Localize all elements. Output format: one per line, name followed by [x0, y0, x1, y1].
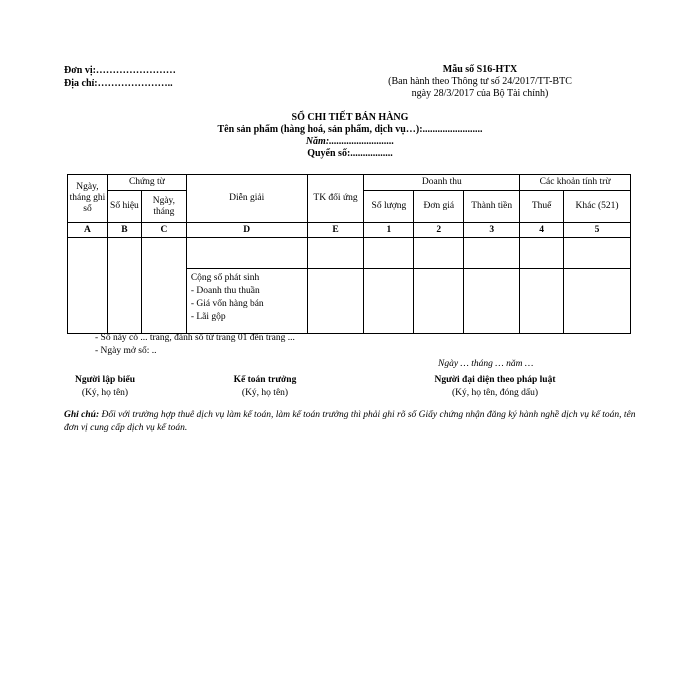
table-cell	[141, 238, 186, 334]
table-cell	[564, 238, 631, 269]
column-letter: E	[307, 223, 364, 238]
summary-line: Cộng số phát sinh	[190, 273, 260, 283]
column-letter: A	[68, 223, 108, 238]
header-quantity: Số lượng	[364, 191, 414, 223]
footnote-label: Ghi chú:	[64, 410, 100, 420]
table-cell	[414, 269, 464, 334]
header-voucher-date: Ngày, tháng	[141, 191, 186, 223]
table-cell	[564, 269, 631, 334]
column-letter: 5	[564, 223, 631, 238]
table-cell	[464, 269, 520, 334]
header-revenue-group: Doanh thu	[364, 175, 520, 191]
table-row	[68, 238, 631, 269]
accountant-role: Kế toán trưởng	[233, 375, 297, 385]
summary-line: - Giá vốn hàng bán	[190, 299, 264, 309]
table-cell	[68, 238, 108, 334]
issued-line-2: ngày 28/3/2017 của Bộ Tài chính)	[411, 88, 549, 99]
table-cell	[520, 238, 564, 269]
title-block	[150, 112, 550, 160]
pages-note: - Sổ này có ... trang, đánh số từ trang 01 đến trang ...	[95, 333, 295, 343]
footnote	[64, 409, 636, 435]
column-letter: C	[141, 223, 186, 238]
column-letter: D	[186, 223, 307, 238]
form-info	[360, 64, 600, 100]
header-amount: Thành tiền	[464, 191, 520, 223]
column-letter: 4	[520, 223, 564, 238]
table-cell	[520, 269, 564, 334]
table-cell	[307, 238, 364, 269]
book-line: Quyển số:.................	[307, 148, 393, 159]
header-unit-price: Đơn giá	[414, 191, 464, 223]
header-deductions-group: Các khoản tính trừ	[520, 175, 631, 191]
book-notes	[95, 332, 295, 358]
unit-label: Đơn vị:……………………	[64, 65, 176, 76]
preparer-sign-hint: (Ký, họ tên)	[81, 388, 129, 398]
table-cell	[307, 269, 364, 334]
open-date-note: - Ngày mở sổ: ..	[95, 346, 157, 356]
table-cell	[464, 238, 520, 269]
header-other: Khác (521)	[564, 191, 631, 223]
header-description: Diễn giải	[186, 175, 307, 223]
unit-info	[64, 64, 176, 90]
legal-rep-role: Người đại diện theo pháp luật	[434, 375, 556, 385]
header-account: TK đối ứng	[307, 175, 364, 223]
signature-date: Ngày … tháng … năm …	[438, 359, 534, 369]
preparer-signature	[60, 374, 150, 400]
year-line: Năm:..........................	[305, 136, 395, 147]
column-letter: 3	[464, 223, 520, 238]
form-code: Mẫu số S16-HTX	[442, 64, 518, 75]
footnote-text: Đối với trường hợp thuê dịch vụ làm kế toán, làm kế toán trưởng thì phải ghi rõ số Giấy chứng nhận đăng ký hành nghề dịch vụ kế toán, tên đơn vị cung cấp dịch vụ kế toán.	[64, 410, 636, 433]
legal-rep-sign-hint: (Ký, họ tên, đóng dấu)	[451, 388, 538, 398]
summary-line: - Lãi gộp	[190, 312, 226, 322]
table-cell	[414, 238, 464, 269]
summary-description	[186, 269, 307, 334]
address-label: Địa chỉ:…………………..	[64, 78, 173, 89]
sales-ledger-table	[67, 174, 631, 334]
column-letter-row	[68, 223, 631, 238]
header-date-record: Ngày, tháng ghi sổ	[68, 175, 108, 223]
table-cell	[364, 238, 414, 269]
issued-line-1: (Ban hành theo Thông tư số 24/2017/TT-BTC	[388, 76, 572, 87]
accountant-sign-hint: (Ký, họ tên)	[241, 388, 289, 398]
header-tax: Thuế	[520, 191, 564, 223]
column-letter: 1	[364, 223, 414, 238]
header-voucher-group: Chứng từ	[107, 175, 186, 191]
accountant-signature	[210, 374, 320, 400]
summary-line: - Doanh thu thuần	[190, 286, 260, 296]
column-letter: B	[107, 223, 141, 238]
table-cell	[186, 238, 307, 269]
page-title: SỔ CHI TIẾT BÁN HÀNG	[291, 112, 409, 123]
column-letter: 2	[414, 223, 464, 238]
product-line: Tên sản phẩm (hàng hoá, sản phẩm, dịch vụ…):........................	[217, 124, 483, 135]
table-cell	[107, 238, 141, 334]
preparer-role: Người lập biểu	[74, 375, 136, 385]
legal-rep-signature	[410, 374, 580, 400]
header-voucher-no: Số hiệu	[107, 191, 141, 223]
table-cell	[364, 269, 414, 334]
